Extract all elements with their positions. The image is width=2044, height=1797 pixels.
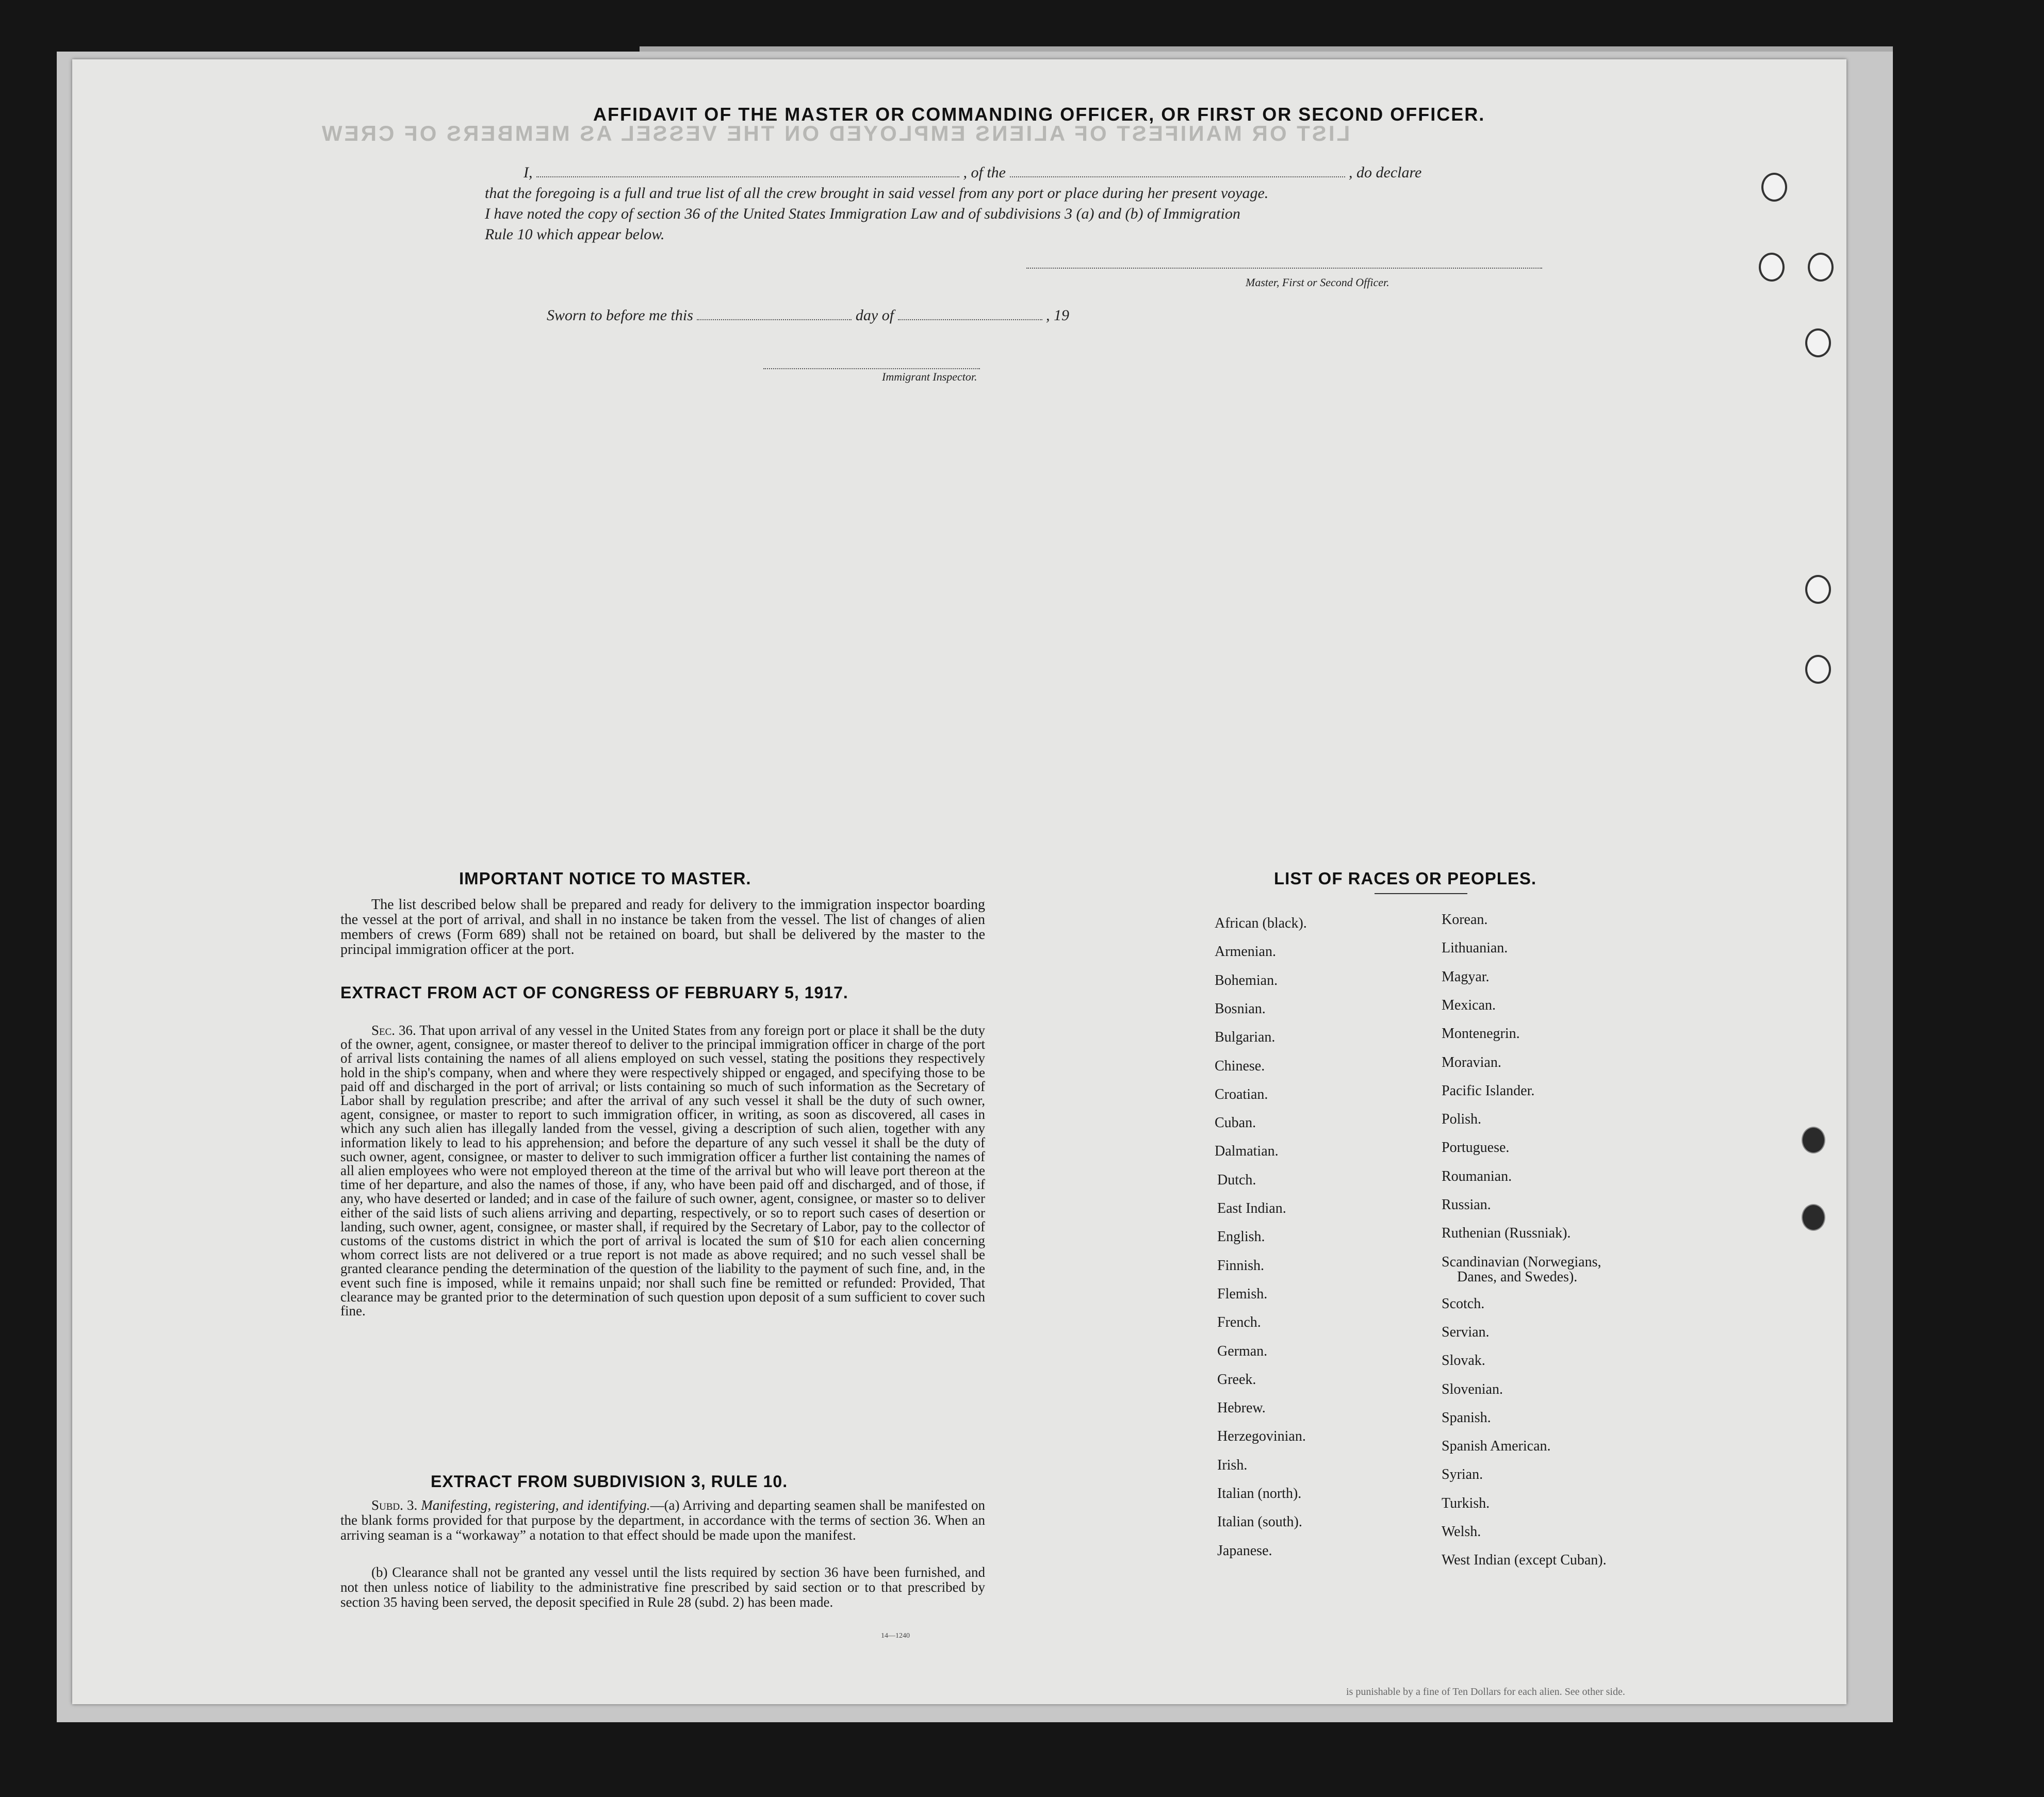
affidavit-line-3: I have noted the copy of section 36 of the United States Immigration Law and of subdivisions 3 (a) and (b) of Immigration	[485, 205, 1240, 222]
subdivision-a-body: —(a) Arriving and departing seamen shall be manifested on the blank forms provided for that purpose by the department, in accordance with the terms of section 36. When an arriving seaman is a “workaway” a notation to that effect should be made upon the manifest.	[340, 1497, 985, 1543]
affidavit-do-declare: , do declare	[1349, 164, 1422, 181]
notice-text: The list described below shall be prepared and ready for delivery to the immigration inspector boarding the vessel at the port of arrival, and shall in no instance be taken from the vessel. The list of changes of alien members of crews (Form 689) shall not be retained on board, but shall be delivered by the master to the principal immigration officer at the port.	[340, 897, 985, 958]
race-item: Italian (south).	[1217, 1514, 1302, 1530]
race-item: Croatian.	[1215, 1086, 1268, 1102]
affidavit-line-4: Rule 10 which appear below.	[485, 226, 665, 243]
master-label: Master, First or Second Officer.	[1246, 276, 1389, 289]
races-title: LIST OF RACES OR PEOPLES.	[1274, 869, 1537, 888]
day-of-label: day of	[855, 307, 894, 324]
race-item: Spanish American.	[1442, 1438, 1551, 1455]
race-item: German.	[1217, 1343, 1268, 1359]
section-36-label: Sec. 36.	[371, 1023, 416, 1038]
punch-hole	[1808, 253, 1834, 282]
bleedthrough-footer: is punishable by a fine of Ten Dollars for each alien. See other side.	[1346, 1686, 1625, 1697]
race-item: Slovak.	[1442, 1353, 1485, 1369]
punch-hole	[1805, 575, 1831, 604]
race-item: Montenegrin.	[1442, 1026, 1520, 1042]
race-item: Roumanian.	[1442, 1168, 1512, 1184]
race-item: Bulgarian.	[1215, 1029, 1276, 1046]
race-item: Lithuanian.	[1442, 940, 1508, 957]
race-item: African (black).	[1215, 915, 1307, 931]
race-item: Flemish.	[1217, 1285, 1268, 1302]
subdivision-a-text	[340, 1498, 985, 1543]
race-item: Polish.	[1442, 1111, 1482, 1128]
race-item: Hebrew.	[1217, 1400, 1266, 1416]
punch-hole	[1805, 328, 1831, 357]
race-item: Magyar.	[1442, 968, 1490, 985]
race-item: French.	[1217, 1314, 1261, 1331]
race-item: Herzegovinian.	[1217, 1428, 1306, 1445]
punch-hole	[1761, 173, 1787, 202]
section-36-body: That upon arrival of any vessel in the United States from any foreign port or place it shall be the duty of the owner, agent, consignee, or master thereof to deliver to the principal immigration officer in charge of the port of arrival lists containing the names of all aliens employed on such vessel, stating the positions they respectively hold in the ship's company, when and where they were respectively shipped or engaged, and specifying those to be paid off and discharged in the port of arrival; or lists containing so much of such information as the Secretary of Labor shall by regulation prescribe; and after the arrival of any such vessel it shall be the duty of such owner, agent, consignee, or master to report to such immigration officer, in writing, as soon as discovered, all cases in which any such alien has illegally landed from the vessel, giving a description of such alien, together with any information likely to lead to his apprehension; and before the departure of any such vessel it shall be the duty of such owner, agent, consignee, or master to deliver to such immigration officer a further list containing the names of all alien employees who were not employed thereon at the time of the arrival but who will leave port thereon at the time of her departure, and also the names of those, if any, who have been paid off and discharged, and of those, if any, who have deserted or landed; and in case of the failure of such owner, agent, consignee, or master so to deliver either of the said lists of such aliens arriving and departing, respectively, or so to report such cases of desertion or landing, such owner, agent, consignee, or master shall, if required by the Secretary of Labor, pay to the collector of customs of the customs district in which the port of arrival is located the sum of $10 for each alien concerning whom correct lists are not delivered or a true report is not made as above required; and no such vessel shall be granted clearance pending the determination of the question of the liability to the payment of such fine, and, in the event such fine is imposed, while it remains unpaid; nor shall such fine be remitted or refunded: Provided, That clearance may be granted prior to the determination of such question upon deposit of a sum sufficient to cover such fine.	[340, 1023, 986, 1319]
race-item: Slovenian.	[1442, 1381, 1503, 1397]
bleedthrough-header: LIST OR MANIFEST OF ALIENS EMPLOYED ON THE VESSEL AS MEMBERS OF CREW	[320, 121, 1350, 145]
form-number: 14—1240	[881, 1632, 910, 1640]
year-label: , 19	[1046, 307, 1070, 324]
race-item: Japanese.	[1217, 1542, 1272, 1559]
race-item: Scandinavian (Norwegians,	[1442, 1254, 1601, 1270]
extract-rule-title: EXTRACT FROM SUBDIVISION 3, RULE 10.	[431, 1472, 788, 1491]
punch-hole	[1759, 253, 1785, 282]
punch-hole	[1802, 1204, 1825, 1231]
race-item: English.	[1217, 1229, 1265, 1245]
affidavit-declaration-line	[524, 164, 1421, 182]
subdivision-heading: Manifesting, registering, and identifying.	[421, 1497, 650, 1513]
extract-act-title: EXTRACT FROM ACT OF CONGRESS OF FEBRUARY 5, 1917.	[340, 983, 848, 1002]
punch-hole	[1802, 1127, 1825, 1153]
race-item: Finnish.	[1217, 1257, 1265, 1274]
sworn-line	[547, 307, 1069, 324]
affidavit-title: AFFIDAVIT OF THE MASTER OR COMMANDING OFFICER, OR FIRST OR SECOND OFFICER.	[593, 104, 1485, 125]
affidavit-line-2: that the foregoing is a full and true list of all the crew brought in said vessel from any port or place during her present voyage.	[485, 185, 1269, 202]
race-item: Turkish.	[1442, 1495, 1490, 1511]
affidavit-of-the: , of the	[963, 164, 1006, 181]
race-item: West Indian (except Cuban).	[1442, 1552, 1607, 1569]
notice-title: IMPORTANT NOTICE TO MASTER.	[459, 869, 751, 888]
race-item: Bosnian.	[1215, 1000, 1266, 1017]
race-item: Spanish.	[1442, 1409, 1491, 1426]
race-item: Servian.	[1442, 1324, 1490, 1340]
race-item: Korean.	[1442, 912, 1488, 928]
race-item: Pacific Islander.	[1442, 1082, 1535, 1099]
race-item: Chinese.	[1215, 1058, 1265, 1074]
race-item: Ruthenian (Russniak).	[1442, 1225, 1571, 1242]
race-item: Welsh.	[1442, 1524, 1481, 1540]
race-item: Dalmatian.	[1215, 1143, 1279, 1160]
punch-hole	[1805, 655, 1831, 684]
race-item: Portuguese.	[1442, 1140, 1510, 1156]
race-item: Dutch.	[1217, 1172, 1256, 1188]
affidavit-i: I,	[524, 164, 533, 181]
race-item: Syrian.	[1442, 1466, 1483, 1483]
race-item: Danes, and Swedes).	[1457, 1268, 1578, 1285]
race-item: Mexican.	[1442, 997, 1496, 1013]
races-title-rule	[1375, 893, 1467, 894]
inspector-label: Immigrant Inspector.	[882, 370, 977, 383]
subdivision-b-text: (b) Clearance shall not be granted any vessel until the lists required by section 36 have been furnished, and not then unless notice of liability to the administrative fine prescribed by said section or to that prescribed by section 35 having been served, the deposit specified in Rule 28 (subd. 2) has been made.	[340, 1564, 985, 1610]
section-36-text	[340, 1024, 985, 1318]
race-item: Irish.	[1217, 1457, 1248, 1473]
race-item: Russian.	[1442, 1197, 1491, 1213]
race-item: Cuban.	[1215, 1115, 1256, 1131]
subdivision-label: Subd. 3.	[371, 1497, 418, 1513]
master-signature-line	[1026, 255, 1542, 273]
race-item: Italian (north).	[1217, 1486, 1302, 1502]
race-item: Bohemian.	[1215, 972, 1278, 988]
race-item: Armenian.	[1215, 944, 1276, 960]
race-item: Moravian.	[1442, 1054, 1501, 1070]
document-page	[72, 59, 1846, 1704]
race-item: Scotch.	[1442, 1295, 1485, 1312]
race-item: East Indian.	[1217, 1200, 1286, 1216]
race-item: Greek.	[1217, 1371, 1256, 1388]
sworn-label: Sworn to before me this	[547, 307, 693, 324]
